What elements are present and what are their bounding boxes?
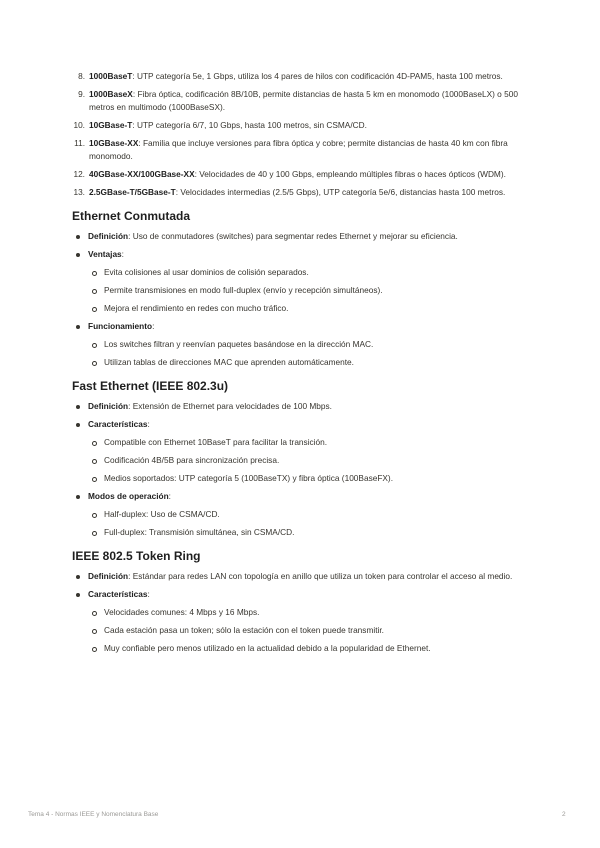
sub-item-text: Velocidades comunes: 4 Mbps y 16 Mbps.: [104, 607, 260, 617]
item-term: 10GBase-T: [89, 120, 133, 130]
hollow-bullet-icon: [92, 531, 97, 536]
sub-item-text: Compatible con Ethernet 10BaseT para facilitar la transición.: [104, 437, 328, 447]
list-item: [72, 137, 532, 163]
hollow-bullet-icon: [92, 361, 97, 366]
sub-item: [88, 472, 532, 485]
bullet-list: [72, 230, 532, 369]
sub-item: [88, 436, 532, 449]
list-item: [72, 88, 532, 114]
sub-list: [88, 338, 532, 369]
bullet-term: Funcionamiento: [88, 321, 153, 331]
item-description: : Velocidades intermedias (2.5/5 Gbps), UTP categoría 5e/6, distancias hasta 100 metros.: [175, 187, 506, 197]
bullet-dot-icon: [76, 253, 80, 257]
list-item: [72, 168, 532, 181]
bullet-text: :: [168, 491, 171, 501]
bullet-dot-icon: [76, 325, 80, 329]
hollow-bullet-icon: [92, 513, 97, 518]
bullet-term: Definición: [88, 571, 129, 581]
item-description: : Fibra óptica, codificación 8B/10B, permite distancias de hasta 5 km en monomodo (1000BaseLX) o 500 metros en multimodo (1000BaseSX).: [89, 89, 518, 112]
sub-item: [88, 302, 532, 315]
hollow-bullet-icon: [92, 459, 97, 464]
item-description: : Familia que incluye versiones para fibra óptica y cobre; permite distancias de hasta 40 km con fibra monomodo.: [89, 138, 508, 161]
hollow-bullet-icon: [92, 629, 97, 634]
hollow-bullet-icon: [92, 441, 97, 446]
sub-item-text: Half-duplex: Uso de CSMA/CD.: [104, 509, 220, 519]
bullet-dot-icon: [76, 423, 80, 427]
section-heading: Fast Ethernet (IEEE 802.3u): [72, 379, 229, 393]
bullet-dot-icon: [76, 405, 80, 409]
standards-numbered-list: [72, 70, 532, 199]
item-term: 1000BaseX: [89, 89, 133, 99]
item-number: 13.: [73, 187, 85, 197]
bullet-item: [72, 588, 532, 655]
sub-item: [88, 508, 532, 521]
sub-item-text: Cada estación pasa un token; sólo la estación con el token puede transmitir.: [104, 625, 384, 635]
sub-item: [88, 624, 532, 637]
hollow-bullet-icon: [92, 647, 97, 652]
sub-item-text: Evita colisiones al usar dominios de colisión separados.: [104, 267, 309, 277]
bullet-item: [72, 248, 532, 315]
page-number: 2: [562, 811, 566, 818]
bullet-item: [72, 490, 532, 539]
sub-list: [88, 266, 532, 315]
sub-item-text: Los switches filtran y reenvían paquetes basándose en la dirección MAC.: [104, 339, 374, 349]
item-term: 10GBase-XX: [89, 138, 139, 148]
bullet-list: [72, 570, 532, 655]
hollow-bullet-icon: [92, 307, 97, 312]
sub-item-text: Full-duplex: Transmisión simultánea, sin CSMA/CD.: [104, 527, 295, 537]
sections-container: [72, 209, 532, 655]
bullet-text: :: [147, 419, 150, 429]
item-number: 9.: [78, 89, 85, 99]
sub-item: [88, 266, 532, 279]
sub-item-text: Permite transmisiones en modo full-duplex (envío y recepción simultáneos).: [104, 285, 383, 295]
sub-item: [88, 606, 532, 619]
sub-item: [88, 454, 532, 467]
bullet-list: [72, 400, 532, 539]
sub-item-text: Muy confiable pero menos utilizado en la actualidad debido a la popularidad de Ethernet.: [104, 643, 431, 653]
item-number: 11.: [74, 138, 85, 148]
sub-item: [88, 642, 532, 655]
sub-list: [88, 436, 532, 485]
sub-list: [88, 606, 532, 655]
hollow-bullet-icon: [92, 611, 97, 616]
list-item: [72, 70, 532, 83]
hollow-bullet-icon: [92, 477, 97, 482]
sub-item-text: Medios soportados: UTP categoría 5 (100BaseTX) y fibra óptica (100BaseFX).: [104, 473, 393, 483]
sub-item-text: Utilizan tablas de direcciones MAC que aprenden automáticamente.: [104, 357, 354, 367]
bullet-item: [72, 230, 532, 243]
item-number: 8.: [78, 71, 85, 81]
bullet-dot-icon: [76, 495, 80, 499]
item-description: : UTP categoría 5e, 1 Gbps, utiliza los 4 pares de hilos con codificación 4D-PAM5, hasta 100 metros.: [132, 71, 503, 81]
list-item: [72, 119, 532, 132]
bullet-term: Ventajas: [88, 249, 122, 259]
page-content: [72, 70, 532, 660]
sub-item: [88, 356, 532, 369]
item-term: 2.5GBase-T/5GBase-T: [89, 187, 176, 197]
hollow-bullet-icon: [92, 289, 97, 294]
sub-item: [88, 338, 532, 351]
bullet-text: :: [152, 321, 155, 331]
bullet-text: : Extensión de Ethernet para velocidades de 100 Mbps.: [128, 401, 332, 411]
item-term: 1000BaseT: [89, 71, 133, 81]
bullet-term: Características: [88, 589, 148, 599]
bullet-dot-icon: [76, 235, 80, 239]
sub-list: [88, 508, 532, 539]
sub-item: [88, 284, 532, 297]
item-description: : Velocidades de 40 y 100 Gbps, empleando múltiples fibras o haces ópticos (WDM).: [194, 169, 506, 179]
item-number: 12.: [73, 169, 85, 179]
hollow-bullet-icon: [92, 343, 97, 348]
item-term: 40GBase-XX/100GBase-XX: [89, 169, 195, 179]
bullet-dot-icon: [76, 575, 80, 579]
sub-item: [88, 526, 532, 539]
list-item: [72, 186, 532, 199]
footer-title: Tema 4 - Normas IEEE y Nomenclatura Base: [28, 811, 159, 818]
bullet-term: Definición: [88, 401, 129, 411]
bullet-text: :: [121, 249, 124, 259]
hollow-bullet-icon: [92, 271, 97, 276]
bullet-text: : Uso de conmutadores (switches) para segmentar redes Ethernet y mejorar su eficiencia.: [128, 231, 458, 241]
bullet-term: Definición: [88, 231, 129, 241]
sub-item-text: Codificación 4B/5B para sincronización precisa.: [104, 455, 280, 465]
bullet-text: : Estándar para redes LAN con topología en anillo que utiliza un token para controlar el acceso al medio.: [128, 571, 513, 581]
bullet-term: Características: [88, 419, 148, 429]
bullet-item: [72, 320, 532, 369]
section-heading: IEEE 802.5 Token Ring: [72, 549, 201, 563]
item-description: : UTP categoría 6/7, 10 Gbps, hasta 100 metros, sin CSMA/CD.: [132, 120, 367, 130]
bullet-item: [72, 570, 532, 583]
bullet-term: Modos de operación: [88, 491, 169, 501]
bullet-item: [72, 418, 532, 485]
bullet-dot-icon: [76, 593, 80, 597]
bullet-item: [72, 400, 532, 413]
bullet-text: :: [147, 589, 150, 599]
item-number: 10.: [73, 120, 85, 130]
sub-item-text: Mejora el rendimiento en redes con mucho tráfico.: [104, 303, 289, 313]
section-heading: Ethernet Conmutada: [72, 209, 191, 223]
